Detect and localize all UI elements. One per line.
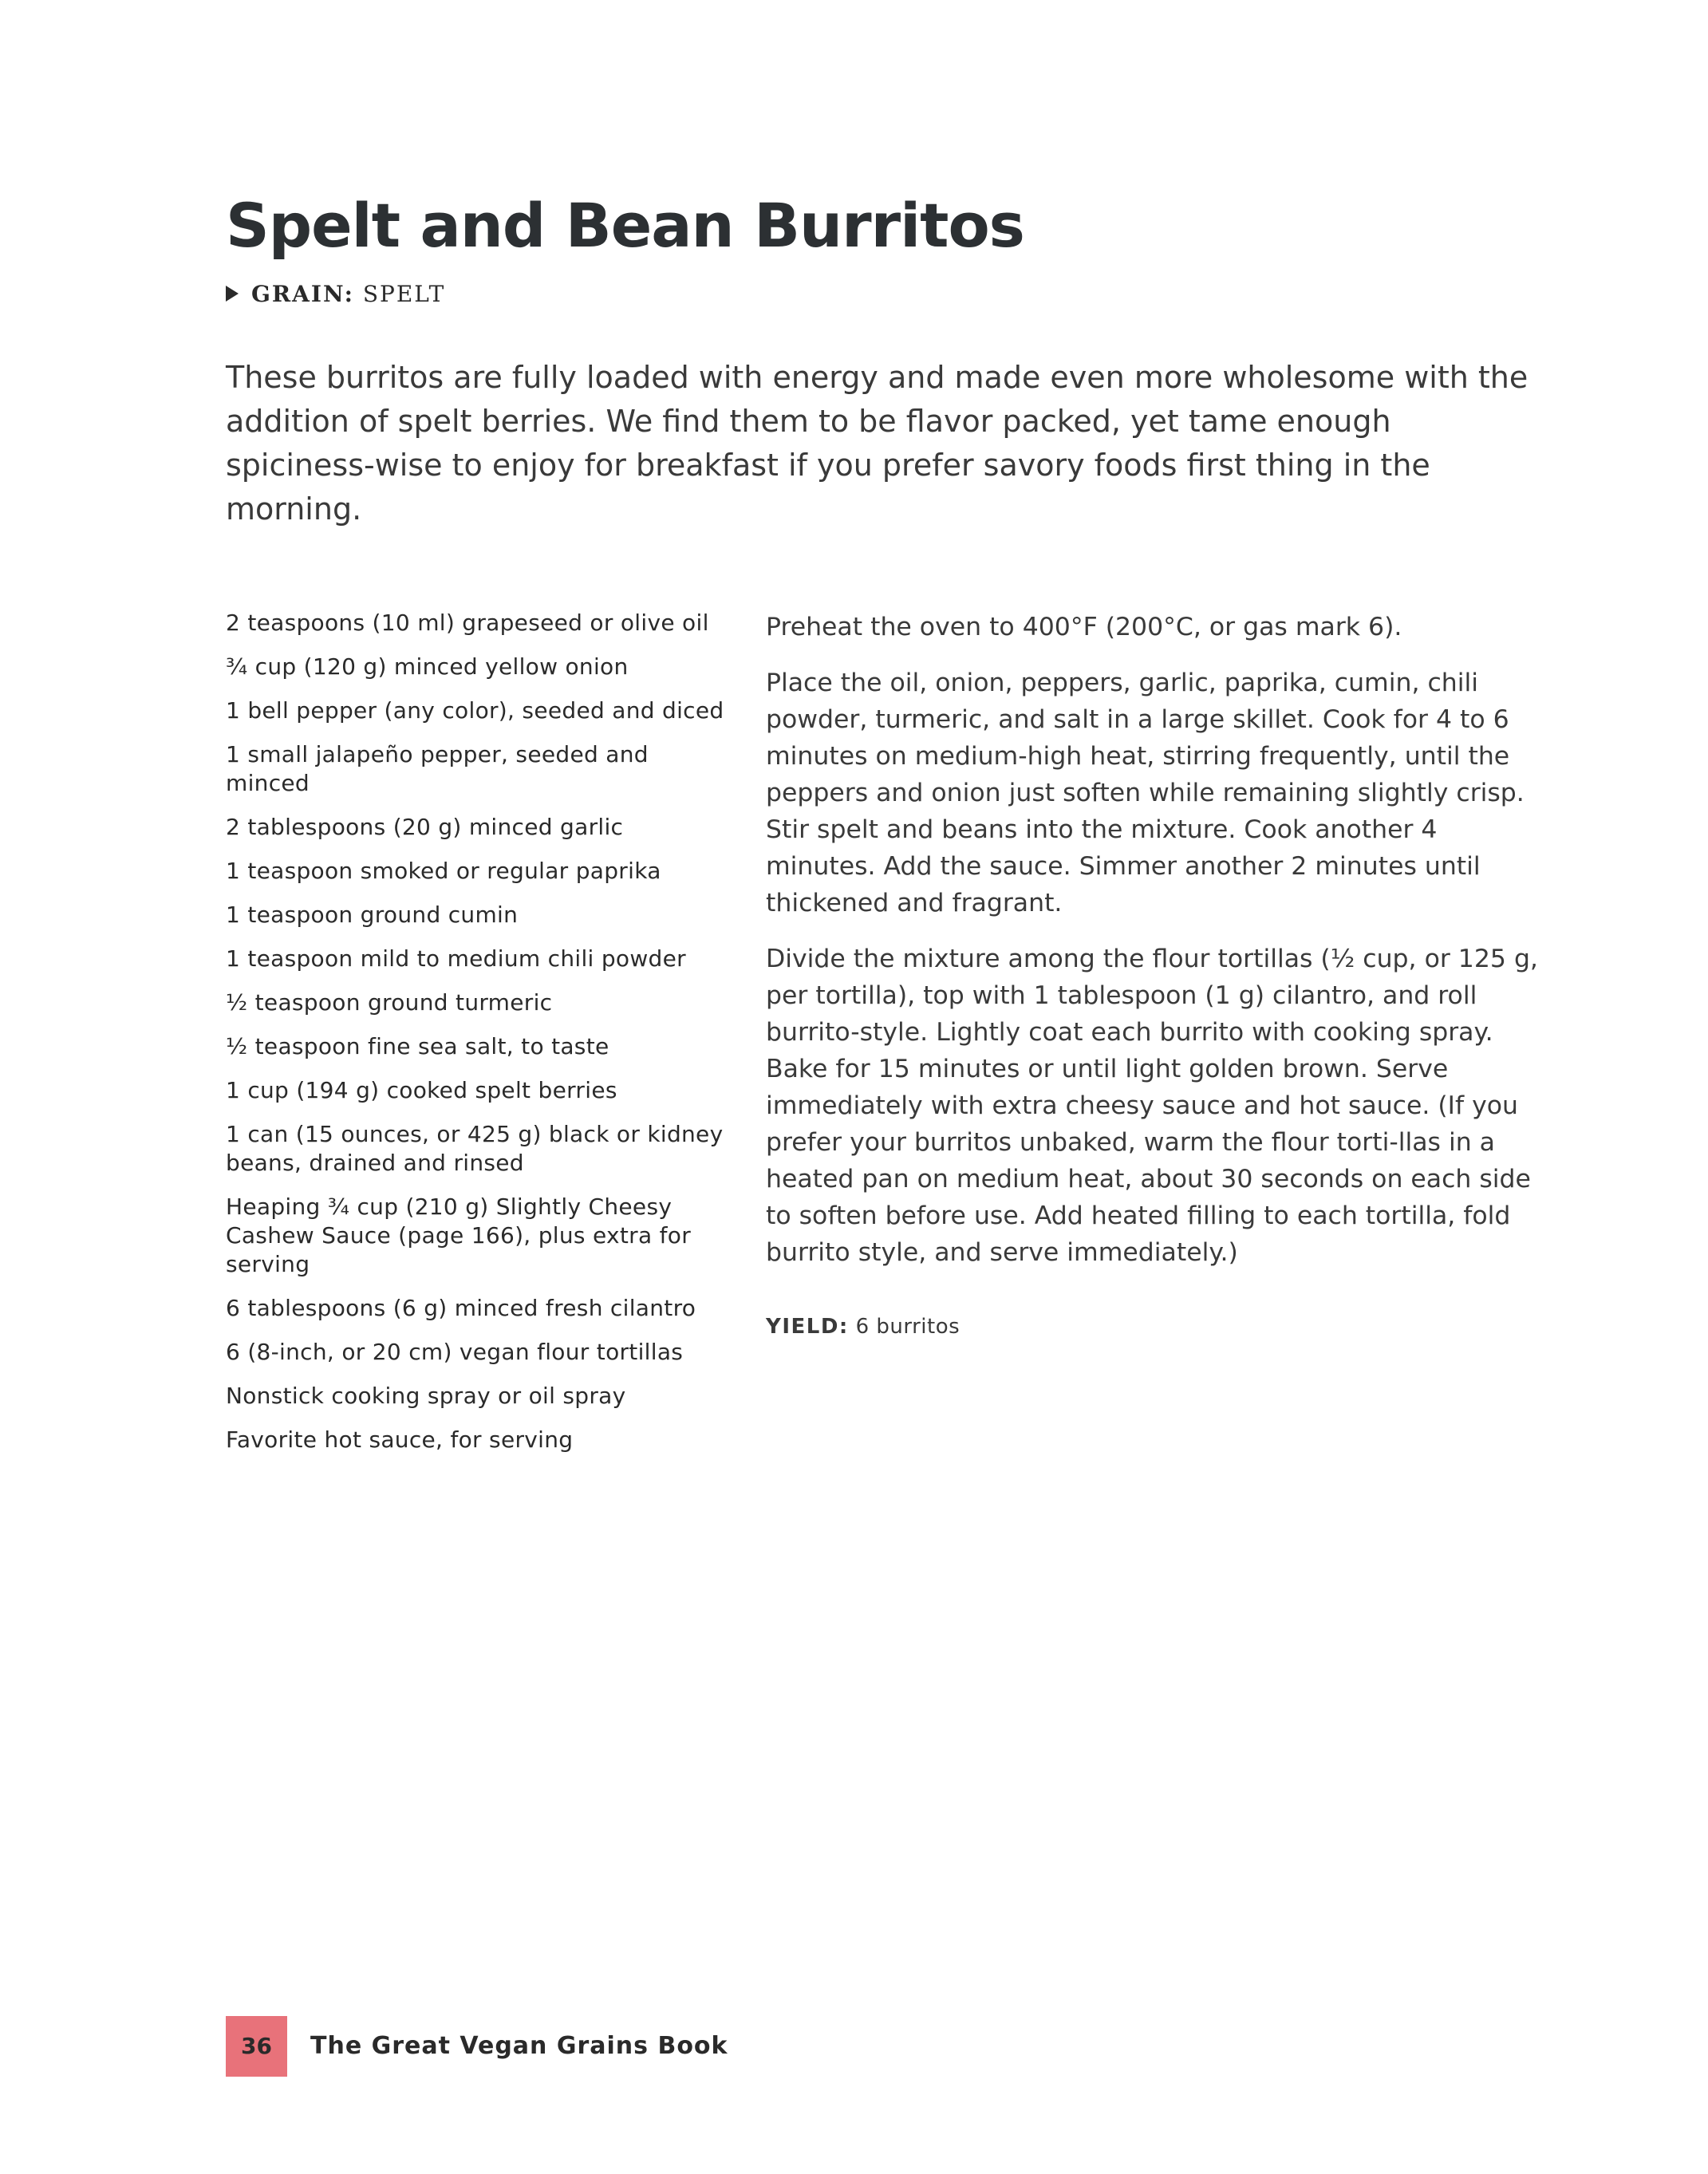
ingredient-item: Heaping ¾ cup (210 g) Slightly Cheesy Cashew Sauce (page 166), plus extra for serving <box>226 1194 692 1277</box>
ingredient-item: 1 teaspoon mild to medium chili powder <box>226 945 686 972</box>
ingredient-item: 2 teaspoons (10 ml) grapeseed or olive oil <box>226 610 709 636</box>
page-number: 36 <box>226 2016 287 2077</box>
ingredient-item: 1 teaspoon smoked or regular paprika <box>226 858 661 884</box>
ingredient-item: Favorite hot sauce, for serving <box>226 1426 574 1453</box>
ingredient-item: Nonstick cooking spray or oil spray <box>226 1383 626 1409</box>
ingredient-item: ½ teaspoon fine sea salt, to taste <box>226 1033 609 1059</box>
ingredient-item: 1 cup (194 g) cooked spelt berries <box>226 1077 617 1103</box>
ingredient-item: 1 can (15 ounces, or 425 g) black or kidney beans, drained and rinsed <box>226 1121 724 1176</box>
ingredient-list <box>226 609 736 1470</box>
ingredient-item: 6 tablespoons (6 g) minced fresh cilantro <box>226 1295 696 1321</box>
yield-label: YIELD: <box>766 1315 849 1339</box>
method-step: Place the oil, onion, peppers, garlic, paprika, cumin, chili powder, turmeric, and salt in a large skillet. Cook for 4 to 6 minutes on medium-high heat, stirring frequently, until the peppers and onion just soften while remaining slightly crisp. Stir spelt and beans into the mixture. Cook another 4 minutes. Add the sauce. Simmer another 2 minutes until thickened and fragrant. <box>766 669 1525 917</box>
recipe-yield <box>766 1315 960 1339</box>
method-section <box>766 609 1548 1290</box>
recipe-intro: These burritos are fully loaded with energy and made even more wholesome with the addition of spelt berries. We find them to be flavor packed, yet tame enough spiciness-wise to enjoy for breakfast if you prefer savory foods first thing in the morning. <box>226 360 1529 527</box>
book-title: The Great Vegan Grains Book <box>310 2032 728 2060</box>
yield-value: 6 burritos <box>855 1315 961 1339</box>
ingredient-item: 2 tablespoons (20 g) minced garlic <box>226 814 624 840</box>
ingredient-item: 1 small jalapeño pepper, seeded and minced <box>226 741 649 796</box>
triangle-right-icon <box>226 286 239 302</box>
ingredient-item: ¾ cup (120 g) minced yellow onion <box>226 653 629 680</box>
ingredient-item: 1 teaspoon ground cumin <box>226 902 519 928</box>
grain-tag <box>226 281 445 307</box>
grain-label: GRAIN: <box>251 281 354 307</box>
ingredient-item: ½ teaspoon ground turmeric <box>226 989 553 1016</box>
grain-value: SPELT <box>362 281 446 307</box>
ingredient-item: 6 (8-inch, or 20 cm) vegan flour tortillas <box>226 1339 684 1365</box>
method-step: Preheat the oven to 400°F (200°C, or gas mark 6). <box>766 613 1402 641</box>
recipe-title: Spelt and Bean Burritos <box>226 190 1024 261</box>
ingredient-item: 1 bell pepper (any color), seeded and diced <box>226 697 724 724</box>
method-step: Divide the mixture among the flour tortillas (½ cup, or 125 g, per tortilla), top with 1 tablespoon (1 g) cilantro, and roll burrito-style. Lightly coat each burrito with cooking spray. Bake for 15 minutes or until light golden brown. Serve immediately with extra cheesy sauce and hot sauce. (If you prefer your burritos unbaked, warm the flour torti-llas in a heated pan on medium heat, about 30 seconds on each side to soften before use. Add heated filling to each tortilla, fold burrito style, and serve immediately.) <box>766 945 1538 1267</box>
